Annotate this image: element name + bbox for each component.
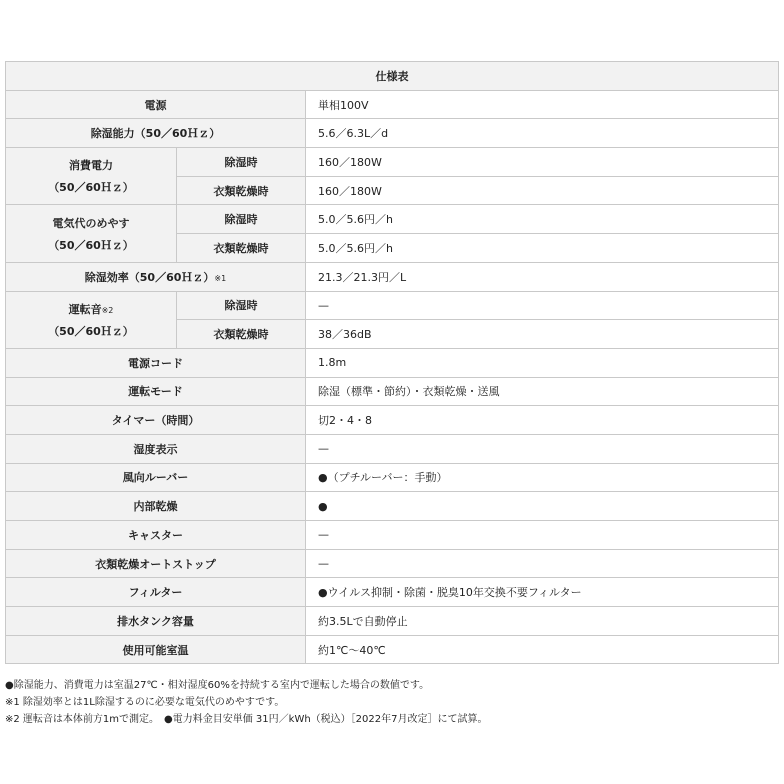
internal-dry-label: 内部乾燥: [6, 492, 306, 521]
spec-table: [5, 61, 779, 664]
footnote-line: ※1 除湿効率とは1L除湿するのに必要な電気代のめやすです。: [5, 697, 285, 708]
spec-title: 仕様表: [6, 62, 779, 91]
table-row: [6, 549, 779, 578]
noise-label: [6, 291, 177, 348]
dehum-capacity-label: 除湿能力（50／60Ｈｚ）: [6, 119, 306, 148]
cord-value: 1.8m: [306, 348, 779, 377]
spec-title-row: [6, 62, 779, 91]
footnote-line: ●除湿能力、消費電力は室温27℃・相対湿度60%を持続する室内で運転した場合の数値です。: [5, 680, 430, 691]
table-row: [6, 348, 779, 377]
mode-label: 運転モード: [6, 377, 306, 406]
table-row: [6, 607, 779, 636]
mode-value: 除湿（標準・節約）・衣類乾燥・送風: [306, 377, 779, 406]
noise-label-line1: 運転音: [68, 302, 102, 316]
efficiency-note-mark: ※1: [214, 273, 227, 283]
dehum-capacity-value: 5.6／6.3L／d: [306, 119, 779, 148]
autostop-label: 衣類乾燥オートストップ: [6, 549, 306, 578]
efficiency-value: 21.3／21.3円／L: [306, 262, 779, 291]
table-row: [6, 205, 779, 234]
noise-dehum-label: 除湿時: [177, 291, 306, 320]
table-row: [6, 148, 779, 177]
temp-label: 使用可能室温: [6, 635, 306, 664]
cost-label-line1: 電気代のめやす: [52, 216, 130, 230]
cord-label: 電源コード: [6, 348, 306, 377]
table-row: [6, 262, 779, 291]
consumption-label-line1: 消費電力: [69, 159, 113, 173]
efficiency-label-text: 除湿効率（50／60Ｈｚ）: [84, 270, 215, 284]
table-row: [6, 492, 779, 521]
caster-value: —: [306, 521, 779, 550]
tank-label: 排水タンク容量: [6, 607, 306, 636]
table-row: [6, 90, 779, 119]
louver-label: 風向ルーバー: [6, 463, 306, 492]
cost-label-line2: （50／60Ｈｚ）: [48, 238, 134, 252]
table-row: [6, 521, 779, 550]
power-value: 単相100V: [306, 90, 779, 119]
table-row: [6, 635, 779, 664]
consumption-dehum-label: 除湿時: [177, 148, 306, 177]
efficiency-label: [6, 262, 306, 291]
cost-dehum-label: 除湿時: [177, 205, 306, 234]
tank-value: 約3.5Lで自動停止: [306, 607, 779, 636]
cost-dry-label: 衣類乾燥時: [177, 234, 306, 263]
caster-label: キャスター: [6, 521, 306, 550]
table-row: [6, 377, 779, 406]
table-row: [6, 119, 779, 148]
table-row: [6, 406, 779, 435]
noise-label-line2: （50／60Ｈｚ）: [48, 324, 134, 338]
power-label: 電源: [6, 90, 306, 119]
timer-label: タイマー（時間）: [6, 406, 306, 435]
noise-note-mark: ※2: [101, 305, 114, 315]
consumption-dehum-value: 160／180W: [306, 148, 779, 177]
noise-dehum-value: —: [306, 291, 779, 320]
internal-dry-value: ●: [306, 492, 779, 521]
table-row: [6, 578, 779, 607]
humidity-value: —: [306, 434, 779, 463]
cost-dry-value: 5.0／5.6円／h: [306, 234, 779, 263]
footnotes: [5, 677, 780, 728]
consumption-label-line2: （50／60Ｈｚ）: [48, 181, 134, 195]
cost-label: [6, 205, 177, 262]
cost-dehum-value: 5.0／5.6円／h: [306, 205, 779, 234]
consumption-dry-label: 衣類乾燥時: [177, 176, 306, 205]
noise-dry-value: 38／36dB: [306, 320, 779, 349]
table-row: [6, 463, 779, 492]
filter-value: ●ウイルス抑制・除菌・脱臭10年交換不要フィルター: [306, 578, 779, 607]
autostop-value: —: [306, 549, 779, 578]
louver-value: ●（プチルーバー：手動）: [306, 463, 779, 492]
humidity-label: 湿度表示: [6, 434, 306, 463]
table-row: [6, 291, 779, 320]
consumption-dry-value: 160／180W: [306, 176, 779, 205]
timer-value: 切2・4・8: [306, 406, 779, 435]
temp-value: 約1℃〜40℃: [306, 635, 779, 664]
noise-dry-label: 衣類乾燥時: [177, 320, 306, 349]
table-row: [6, 434, 779, 463]
consumption-label: [6, 148, 177, 205]
footnote-line: ※2 運転音は本体前方1mで測定。 ●電力料金目安単価 31円／kWh（税込）［2022年7月改定］にて試算。: [5, 714, 488, 725]
filter-label: フィルター: [6, 578, 306, 607]
